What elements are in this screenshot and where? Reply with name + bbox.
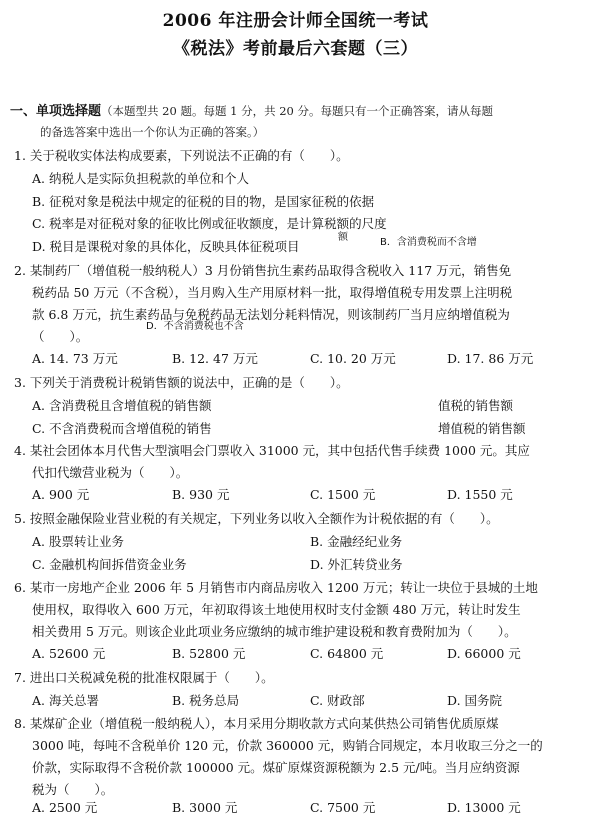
- document-title-line2: 《税法》考前最后六套题（三）: [173, 39, 418, 59]
- question-5-option-a: A. 股票转让业务: [32, 534, 124, 549]
- question-8-option-b: B. 3000 元: [172, 800, 238, 815]
- question-6-option-d: D. 66000 元: [447, 646, 521, 661]
- question-2-stem-3: 款 6.8 万元，抗生素药品与免税药品无法划分耗料情况，则该制药厂当月应纳增值税为: [32, 307, 510, 322]
- question-4-stem-2: 代扣代缴营业税为（ ）。: [32, 465, 189, 480]
- question-4-option-b: B. 930 元: [172, 487, 230, 502]
- question-4-option-d: D. 1550 元: [447, 487, 513, 502]
- question-8-stem-1: 8. 某煤矿企业（增值税一般纳税人），本月采用分期收款方式向某供热公司销售优质原煤: [14, 716, 499, 731]
- question-6-stem-2: 使用权，取得收入 600 万元，年初取得该土地使用权时支付金额 480 万元，转让时发生: [32, 602, 521, 617]
- question-2-option-c: C. 10. 20 万元: [310, 351, 396, 366]
- question-5-option-b: B. 金融经纪业务: [310, 534, 403, 549]
- question-1-stem: 1. 关于税收实体法构成要素，下列说法不正确的有（ ）。: [14, 148, 349, 163]
- question-1-option-c: C. 税率是对征税对象的征收比例或征收额度，是计算税额的尺度: [32, 216, 387, 231]
- question-8-option-c: C. 7500 元: [310, 800, 376, 815]
- question-3-option-d-fragment: 增值税的销售额: [438, 421, 526, 436]
- question-5-option-c: C. 金融机构间拆借资金业务: [32, 557, 187, 572]
- question-7-option-b: B. 税务总局: [172, 693, 240, 708]
- question-4-option-a: A. 900 元: [32, 487, 90, 502]
- document-title-line1: 2006 年注册会计师全国统一考试: [162, 11, 429, 31]
- question-8-option-d: D. 13000 元: [447, 800, 521, 815]
- question-1-option-a: A. 纳税人是实际负担税款的单位和个人: [32, 171, 249, 186]
- question-3-option-a: A. 含消费税且含增值税的销售额: [32, 398, 212, 413]
- question-2-option-b: B. 12. 47 万元: [172, 351, 258, 366]
- section-instruction-1: （本题型共 20 题。每题 1 分，共 20 分。每题只有一个正确答案，请从每题: [101, 104, 494, 118]
- question-8-stem-4: 税为（ ）。: [32, 782, 114, 797]
- question-8-option-a: A. 2500 元: [32, 800, 98, 815]
- question-1-option-b: B. 征税对象是税法中规定的征税的目的物，是国家征税的依据: [32, 194, 375, 209]
- question-3-stem: 3. 下列关于消费税计税销售额的说法中，正确的是（ ）。: [14, 375, 349, 390]
- question-4-option-c: C. 1500 元: [310, 487, 376, 502]
- question-2-stem-4: （ ）。: [32, 329, 89, 344]
- question-7-option-a: A. 海关总署: [32, 693, 99, 708]
- question-6-stem-1: 6. 某市一房地产企业 2006 年 5 月销售市内商品房收入 1200 万元；转让一块位于县城的土地: [14, 580, 538, 595]
- question-3-option-b-fragment: 值税的销售额: [438, 398, 514, 413]
- question-3-option-c: C. 不含消费税而含增值税的销售: [32, 421, 212, 436]
- section-heading: [10, 103, 493, 120]
- question-5-stem: 5. 按照金融保险业营业税的有关规定，下列业务以收入全额作为计税依据的有（ ）。: [14, 511, 499, 526]
- question-2-stem-1: 2. 某制药厂（增值税一般纳税人）3 月份销售抗生素药品取得含税收入 117 万元，销售免: [14, 263, 512, 278]
- overlay-option-b: B．含消费税而不含增: [380, 237, 477, 248]
- question-7-option-d: D. 国务院: [447, 693, 503, 708]
- question-2-option-a: A. 14. 73 万元: [32, 351, 118, 366]
- question-6-option-c: C. 64800 元: [310, 646, 384, 661]
- question-7-stem: 7. 进出口关税减免税的批准权限属于（ ）。: [14, 670, 274, 685]
- question-6-option-a: A. 52600 元: [32, 646, 106, 661]
- question-7-option-c: C. 财政部: [310, 693, 365, 708]
- question-2-option-d: D. 17. 86 万元: [447, 351, 534, 366]
- section-instruction-2: 的备选答案中选出一个你认为正确的答案。）: [40, 125, 265, 139]
- question-8-stem-2: 3000 吨，每吨不含税单价 120 元，价款 360000 元，购销合同规定，本月收取三分之一的: [32, 738, 543, 753]
- question-5-option-d: D. 外汇转贷业务: [310, 557, 403, 572]
- question-6-option-b: B. 52800 元: [172, 646, 246, 661]
- section-label: 一、单项选择题: [10, 104, 102, 119]
- question-4-stem-1: 4. 某社会团体本月代售大型演唱会门票收入 31000 元，其中包括代售手续费 1000 元。其应: [14, 443, 530, 458]
- question-8-stem-3: 价款，实际取得不含税价款 100000 元。煤矿原煤资源税额为 2.5 元/吨。当月应纳资源: [32, 760, 520, 775]
- overlay-fragment-e: 额: [338, 232, 348, 243]
- question-6-stem-3: 相关费用 5 万元。则该企业此项业务应缴纳的城市维护建设税和教育费附加为（ ）。: [32, 624, 517, 639]
- overlay-option-d: D．不含消费税也不含: [146, 321, 244, 332]
- question-2-stem-2: 税药品 50 万元（不含税），当月购入生产用原材料一批，取得增值税专用发票上注明税: [32, 285, 513, 300]
- question-1-option-d: D. 税目是课税对象的具体化，反映具体征税项目: [32, 239, 300, 254]
